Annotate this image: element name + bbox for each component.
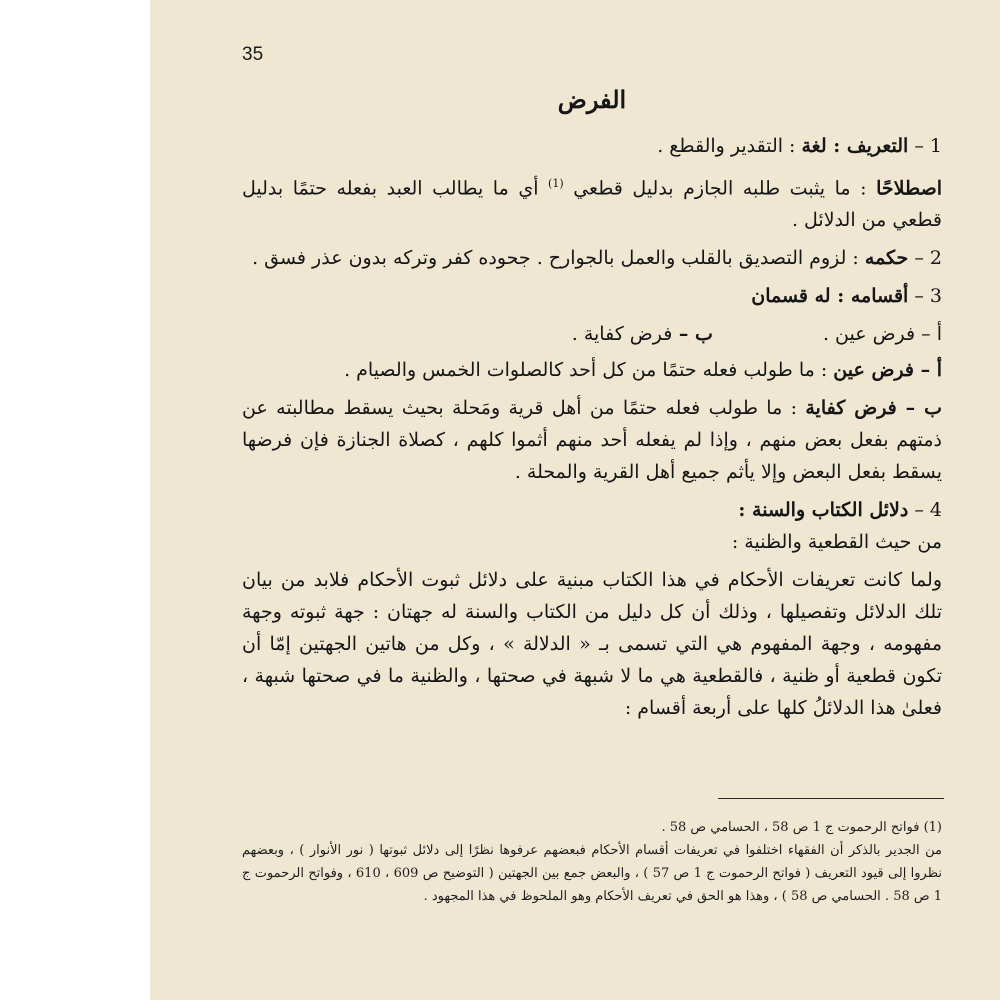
divisions-label: أقسامه : له قسمان — [751, 285, 909, 308]
fard-ayn-text: : ما طولب فعله حتمًا من كل أحد كالصلوات الخمس والصيام . — [344, 359, 834, 382]
fard-kifaya-text: : ما طولب فعله حتمًا من أهل قرية ومَحلة بحيث يسقط مطالبته عن ذمتهم بفعل بعض منهم ، وإذا لم يفعله أحد منهم أثموا كلهم ، كصلاة الجنازة فإن فرضها يسقط بفعل البعض وإلا يأثم جميع أهل القرية والمحلة . — [242, 397, 942, 484]
fard-kifaya-label: ب – فرض كفاية — [805, 397, 942, 420]
fard-ayn-paragraph — [242, 354, 942, 386]
ruling-paragraph — [242, 242, 942, 274]
ruling-number: 2 – — [908, 247, 942, 270]
evidence-subtitle: من حيث القطعية والظنية : — [731, 531, 942, 554]
evidence-number: 4 – — [908, 499, 942, 522]
divisions-list — [242, 318, 942, 350]
definition-tech-paragraph — [242, 168, 942, 236]
footnotes — [242, 816, 942, 908]
division-item-b-prefix: ب – — [672, 323, 713, 346]
footnote-ref-1: (1) — [548, 177, 564, 190]
footnote-divider — [718, 798, 944, 799]
footnote-1: (1) فواتح الرحموت ج 1 ص 58 ، الحسامي ص 58 . — [661, 820, 942, 835]
evidence-label: دلائل الكتاب والسنة : — [738, 499, 909, 522]
definition-lang-label: لغة — [801, 135, 827, 157]
definition-number: 1 – — [908, 135, 942, 157]
divisions-number: 3 – — [908, 285, 942, 308]
division-item-b — [572, 318, 713, 350]
definition-tech-text-b: أي ما يطالب العبد بفعله حتمًا بدليل قطعي من الدلائل . — [242, 177, 942, 232]
evidence-body: ولما كانت تعريفات الأحكام في هذا الكتاب مبنية على دلائل ثبوت الأحكام فلابد من بيان تلك الدلائل وتفصيلها ، وذلك أن كل دليل من الكتاب والسنة له جهتان : جهة ثبوته وجهة مفهومه ، وجهة المفهوم هي التي تسمى بـ « الدلالة » ، وكل من هاتين الجهتين إمّا أن تكون قطعية أو ظنية ، فالقطعية هي ما لا شبهة في صحتها ، والظنية ما في صحتها شبهة ، فعلىٰ هذا الدلائلُ كلها على أربعة أقسام : — [242, 569, 942, 720]
fard-ayn-label: أ – فرض عين — [833, 359, 942, 382]
footnote-2: من الجدير بالذكر أن الفقهاء اختلفوا في تعريفات أقسام الأحكام فبعضهم عرفوها نظرًا إلى دلائل ثبوتها ( نور الأنوار ) ، وبعضهم نظروا إلى قيود التعريف ( فواتح الرحموت ج 1 ص 57 ) ، والبعض جمع بين الجهتين ( التوضيح ص 609 ، 610 ، وفواتح الرحموت ج 1 ص 58 . الحسامي ص 58 ) ، وهذا هو الحق في تعريف الأحكام وهو الملحوظ في هذا المجهود . — [242, 843, 943, 904]
definition-lang-paragraph — [242, 130, 942, 162]
definition-tech-label: اصطلاحًا — [876, 177, 942, 200]
page-number: 35 — [242, 44, 264, 65]
main-text — [242, 84, 942, 730]
division-item-a — [823, 318, 942, 350]
definition-tech-text-a: : ما يثبت طلبه الجازم بدليل قطعي — [563, 177, 877, 200]
chapter-title: الفرض — [557, 85, 627, 114]
fard-kifaya-paragraph — [242, 392, 942, 488]
divisions-heading — [242, 280, 942, 312]
definition-label: التعريف : — [826, 135, 909, 157]
division-item-a-text: فرض عين . — [822, 323, 916, 346]
ruling-label: حكمه — [864, 247, 909, 270]
ruling-text: : لزوم التصديق بالقلب والعمل بالجوارح . جحوده كفر وتركه بدون عذر فسق . — [252, 247, 865, 270]
book-page — [150, 0, 1000, 1000]
evidence-heading — [242, 494, 942, 526]
definition-lang-value: : التقدير والقطع . — [657, 135, 802, 157]
division-item-b-text: فرض كفاية . — [571, 323, 673, 346]
division-item-a-prefix: أ – — [915, 323, 942, 346]
